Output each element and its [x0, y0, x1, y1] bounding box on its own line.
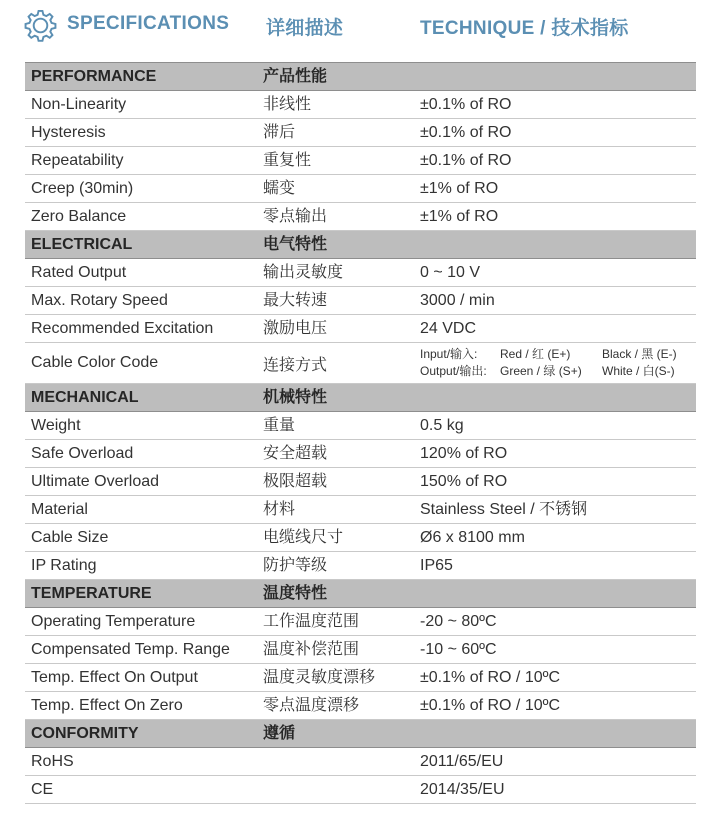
- param-name-zh: 零点输出: [257, 203, 414, 231]
- param-value: 120% of RO: [414, 440, 696, 468]
- param-name-en: Cable Size: [25, 524, 257, 552]
- param-name-en: Non-Linearity: [25, 91, 257, 119]
- param-value: 0 ~ 10 V: [414, 259, 696, 287]
- param-name-en: CE: [25, 776, 257, 804]
- section-title-zh: 机械特性: [257, 384, 414, 412]
- param-name-en: Repeatability: [25, 147, 257, 175]
- param-name-zh: 极限超载: [257, 468, 414, 496]
- param-value: ±0.1% of RO: [414, 91, 696, 119]
- param-name-en: Zero Balance: [25, 203, 257, 231]
- section-header-mechanical: [25, 384, 696, 412]
- param-value: 3000 / min: [414, 287, 696, 315]
- cable-output-negative: White / 白(S-): [602, 364, 675, 378]
- param-value: -10 ~ 60ºC: [414, 636, 696, 664]
- section-empty-cell: [414, 63, 696, 91]
- param-name-zh: [257, 776, 414, 804]
- param-name-zh: 防护等级: [257, 552, 414, 580]
- param-value: 2014/35/EU: [414, 776, 696, 804]
- param-value: 2011/65/EU: [414, 748, 696, 776]
- param-name-zh: 安全超载: [257, 440, 414, 468]
- param-name-en: Material: [25, 496, 257, 524]
- param-value: ±0.1% of RO: [414, 147, 696, 175]
- param-name-en: Temp. Effect On Zero: [25, 692, 257, 720]
- title-specifications: SPECIFICATIONS: [67, 13, 230, 34]
- param-name-en: Recommended Excitation: [25, 315, 257, 343]
- title-chinese: 详细描述: [266, 18, 344, 39]
- param-name-zh: 非线性: [257, 91, 414, 119]
- section-header-conformity: [25, 720, 696, 748]
- param-value: 150% of RO: [414, 468, 696, 496]
- param-name-zh: 最大转速: [257, 287, 414, 315]
- param-value: ±0.1% of RO: [414, 119, 696, 147]
- cable-color-value: [414, 343, 696, 384]
- title-technique: TECHNIQUE / 技术指标: [420, 18, 629, 39]
- param-name-zh: 蠕变: [257, 175, 414, 203]
- param-value: 24 VDC: [414, 315, 696, 343]
- section-header-electrical: [25, 231, 696, 259]
- param-name-en: Creep (30min): [25, 175, 257, 203]
- table-row: [25, 175, 696, 203]
- param-name-en: RoHS: [25, 748, 257, 776]
- spec-header: [0, 0, 709, 50]
- param-value: -20 ~ 80ºC: [414, 608, 696, 636]
- table-row: [25, 496, 696, 524]
- param-value: Ø6 x 8100 mm: [414, 524, 696, 552]
- section-empty-cell: [414, 231, 696, 259]
- table-row: [25, 315, 696, 343]
- section-empty-cell: [414, 580, 696, 608]
- section-empty-cell: [414, 720, 696, 748]
- table-row: [25, 440, 696, 468]
- cable-output-positive: Green / 绿 (S+): [500, 364, 582, 378]
- param-name-zh: 温度补偿范围: [257, 636, 414, 664]
- table-row: [25, 259, 696, 287]
- param-name-zh: 重复性: [257, 147, 414, 175]
- cable-input-negative: Black / 黑 (E-): [602, 347, 677, 361]
- param-name-zh: 电缆线尺寸: [257, 524, 414, 552]
- section-title-zh: 电气特性: [257, 231, 414, 259]
- param-name-en: Temp. Effect On Output: [25, 664, 257, 692]
- section-header-performance: [25, 63, 696, 91]
- param-name-zh: 激励电压: [257, 315, 414, 343]
- param-value: ±0.1% of RO / 10ºC: [414, 664, 696, 692]
- cable-input-line: [420, 346, 696, 363]
- table-row: [25, 203, 696, 231]
- table-row: [25, 748, 696, 776]
- param-name-en: Max. Rotary Speed: [25, 287, 257, 315]
- param-name-en: Ultimate Overload: [25, 468, 257, 496]
- param-name-zh: 滞后: [257, 119, 414, 147]
- param-name-zh: [257, 748, 414, 776]
- cable-output-line: [420, 363, 696, 380]
- param-name-zh: 材料: [257, 496, 414, 524]
- table-row: [25, 664, 696, 692]
- section-title-en: TEMPERATURE: [25, 580, 257, 608]
- param-name-en: Weight: [25, 412, 257, 440]
- param-name-en: Hysteresis: [25, 119, 257, 147]
- table-row-cable-color: [25, 343, 696, 384]
- param-name-zh: 工作温度范围: [257, 608, 414, 636]
- param-name-zh: 输出灵敏度: [257, 259, 414, 287]
- table-row: [25, 412, 696, 440]
- param-name-zh: 零点温度漂移: [257, 692, 414, 720]
- param-value: ±1% of RO: [414, 175, 696, 203]
- param-name-zh: 温度灵敏度漂移: [257, 664, 414, 692]
- cable-input-label: Input/输入:: [420, 347, 478, 361]
- section-title-en: ELECTRICAL: [25, 231, 257, 259]
- table-row: [25, 119, 696, 147]
- param-value: 0.5 kg: [414, 412, 696, 440]
- section-title-zh: 产品性能: [257, 63, 414, 91]
- table-row: [25, 91, 696, 119]
- param-name-en: Compensated Temp. Range: [25, 636, 257, 664]
- table-row: [25, 524, 696, 552]
- section-title-zh: 遵循: [257, 720, 414, 748]
- table-row: [25, 552, 696, 580]
- table-row: [25, 776, 696, 804]
- table-row: [25, 147, 696, 175]
- param-value: Stainless Steel / 不锈钢: [414, 496, 696, 524]
- section-empty-cell: [414, 384, 696, 412]
- cable-input-positive: Red / 红 (E+): [500, 347, 571, 361]
- spec-table: [25, 62, 696, 804]
- param-value: IP65: [414, 552, 696, 580]
- table-row: [25, 608, 696, 636]
- section-title-en: CONFORMITY: [25, 720, 257, 748]
- param-name-en: Cable Color Code: [25, 343, 257, 384]
- param-name-en: Safe Overload: [25, 440, 257, 468]
- table-row: [25, 287, 696, 315]
- param-name-en: Rated Output: [25, 259, 257, 287]
- table-row: [25, 636, 696, 664]
- section-title-en: MECHANICAL: [25, 384, 257, 412]
- param-name-zh: 连接方式: [257, 343, 414, 384]
- param-name-en: IP Rating: [25, 552, 257, 580]
- param-name-en: Operating Temperature: [25, 608, 257, 636]
- param-name-zh: 重量: [257, 412, 414, 440]
- cable-output-label: Output/输出:: [420, 364, 487, 378]
- section-title-zh: 温度特性: [257, 580, 414, 608]
- gear-icon: [24, 9, 57, 42]
- section-title-en: PERFORMANCE: [25, 63, 257, 91]
- section-header-temperature: [25, 580, 696, 608]
- table-row: [25, 468, 696, 496]
- param-value: ±1% of RO: [414, 203, 696, 231]
- table-row: [25, 692, 696, 720]
- param-value: ±0.1% of RO / 10ºC: [414, 692, 696, 720]
